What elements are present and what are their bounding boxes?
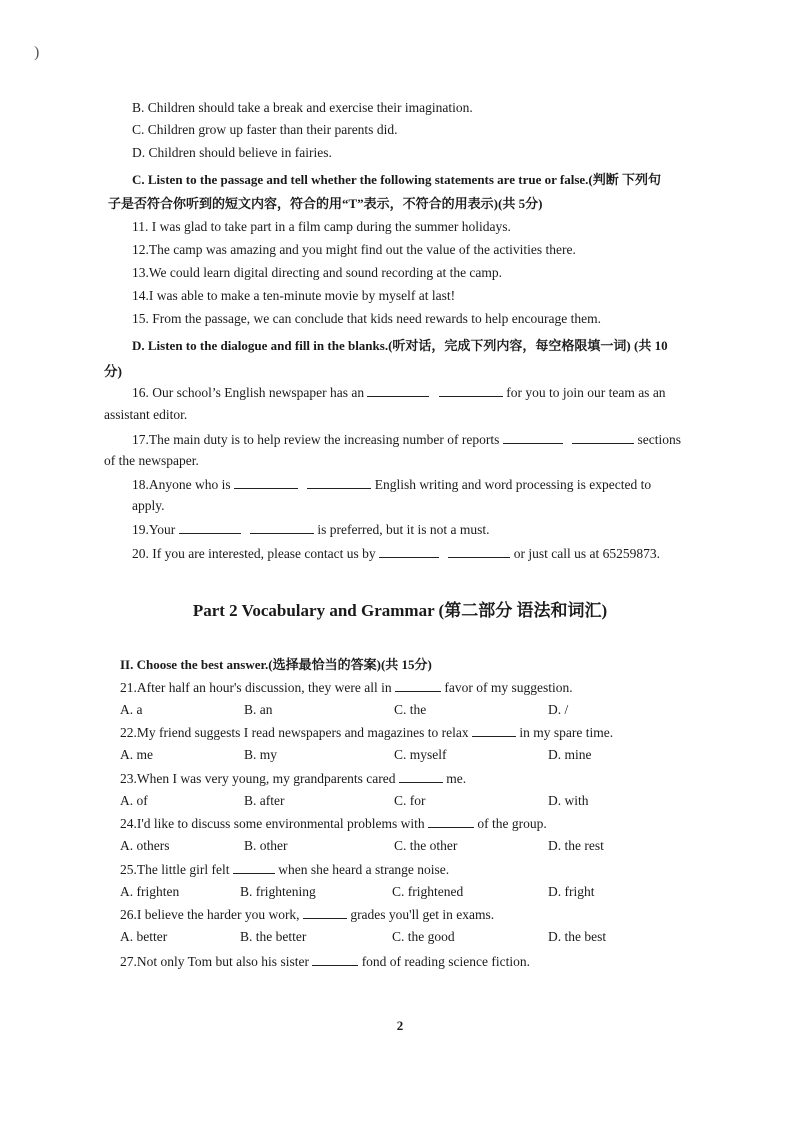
q21-option-c[interactable]: C. the	[394, 702, 427, 717]
q22-option-a[interactable]: A. me	[120, 747, 153, 762]
q25-option-c[interactable]: C. frightened	[392, 884, 464, 899]
q26-stem-b: grades you'll get in exams.	[350, 907, 495, 922]
q26-option-d[interactable]: D. the best	[548, 929, 607, 944]
q17-blank-1[interactable]	[503, 431, 563, 444]
q22-option-d[interactable]: D. mine	[548, 747, 592, 762]
page-number: 2	[396, 1018, 404, 1033]
q19-blank-1[interactable]	[179, 521, 241, 534]
q21-option-d[interactable]: D. /	[548, 702, 569, 717]
q22-blank[interactable]	[472, 724, 516, 737]
q18-cont: apply.	[132, 498, 165, 513]
q17-text-b: sections	[637, 432, 682, 447]
q25-stem-a: 25.The little girl felt	[120, 862, 230, 877]
part2-title: Part 2 Vocabulary and Grammar (第二部分 语法和词汇)	[192, 601, 608, 620]
q24-stem-a: 24.I'd like to discuss some environmental problems with	[120, 816, 425, 831]
q27-stem-a: 27.Not only Tom but also his sister	[120, 954, 309, 969]
q23-stem-a: 23.When I was very young, my grandparents cared	[120, 771, 396, 786]
q21-stem-b: favor of my suggestion.	[444, 680, 573, 695]
q25-option-b[interactable]: B. frightening	[240, 884, 316, 899]
statement-14: 14.I was able to make a ten-minute movie by myself at last!	[132, 288, 456, 303]
question-25	[120, 861, 449, 878]
q17-text-a: 17.The main duty is to help review the increasing number of reports	[132, 432, 500, 447]
q16-blank-2[interactable]	[439, 384, 503, 397]
q16-blank-1[interactable]	[367, 384, 429, 397]
q20-blank-2[interactable]	[448, 545, 510, 558]
q21-option-b[interactable]: B. an	[244, 702, 273, 717]
option-b: B. Children should take a break and exercise their imagination.	[132, 100, 473, 115]
q20-blank-1[interactable]	[379, 545, 439, 558]
question-16	[132, 384, 666, 401]
statement-12: 12.The camp was amazing and you might find out the value of the activities there.	[132, 242, 576, 257]
q25-option-d[interactable]: D. fright	[548, 884, 595, 899]
q17-cont: of the newspaper.	[104, 453, 199, 468]
q19-blank-2[interactable]	[250, 521, 314, 534]
question-20	[132, 545, 660, 562]
question-27	[120, 953, 530, 970]
section-d-heading: D. Listen to the dialogue and fill in the blanks.(听对话，完成下列内容，每空格限填一词) (共 10	[132, 338, 668, 353]
q23-blank[interactable]	[399, 770, 443, 783]
q23-option-c[interactable]: C. for	[394, 793, 426, 808]
statement-11: 11. I was glad to take part in a film camp during the summer holidays.	[132, 219, 511, 234]
statement-15: 15. From the passage, we can conclude that kids need rewards to help encourage them.	[132, 311, 601, 326]
section-c-heading-cont: 子是否符合你听到的短文内容，符合的用“T”表示，不符合的用表示)(共 5分)	[108, 196, 543, 211]
q18-text-b: English writing and word processing is expected to	[374, 477, 652, 492]
q23-option-a[interactable]: A. of	[120, 793, 148, 808]
question-18	[132, 476, 651, 493]
option-d: D. Children should believe in fairies.	[132, 145, 332, 160]
q26-option-a[interactable]: A. better	[120, 929, 168, 944]
section-d-heading-cont: 分)	[104, 364, 122, 379]
q16-cont: assistant editor.	[104, 407, 188, 422]
section-c-heading: C. Listen to the passage and tell whether the following statements are true or false.(判断 下列句	[132, 172, 661, 187]
q23-stem-b: me.	[446, 771, 467, 786]
option-c: C. Children grow up faster than their parents did.	[132, 122, 398, 137]
question-26	[120, 906, 494, 923]
q25-blank[interactable]	[233, 861, 275, 874]
q20-text-a: 20. If you are interested, please contact us by	[132, 546, 376, 561]
q26-option-b[interactable]: B. the better	[240, 929, 307, 944]
q27-stem-b: fond of reading science fiction.	[361, 954, 530, 969]
q19-text-a: 19.Your	[132, 522, 176, 537]
question-17	[132, 431, 681, 448]
q17-blank-2[interactable]	[572, 431, 634, 444]
q16-text-b: for you to join our team as an	[506, 385, 666, 400]
q19-text-b: is preferred, but it is not a must.	[317, 522, 490, 537]
q24-option-a[interactable]: A. others	[120, 838, 170, 853]
q21-blank[interactable]	[395, 679, 441, 692]
q23-option-b[interactable]: B. after	[244, 793, 285, 808]
q24-option-b[interactable]: B. other	[244, 838, 288, 853]
q21-stem-a: 21.After half an hour's discussion, they were all in	[120, 680, 392, 695]
q26-blank[interactable]	[303, 906, 347, 919]
q18-blank-2[interactable]	[307, 476, 371, 489]
q21-option-a[interactable]: A. a	[120, 702, 143, 717]
q23-option-d[interactable]: D. with	[548, 793, 589, 808]
question-23	[120, 770, 466, 787]
q26-option-c[interactable]: C. the good	[392, 929, 455, 944]
q20-text-b: or just call us at 65259873.	[513, 546, 661, 561]
question-22	[120, 724, 613, 741]
question-19	[132, 521, 490, 538]
q18-text-a: 18.Anyone who is	[132, 477, 231, 492]
q27-blank[interactable]	[312, 953, 358, 966]
margin-mark: )	[34, 44, 40, 61]
q22-stem-b: in my spare time.	[519, 725, 614, 740]
q26-stem-a: 26.I believe the harder you work,	[120, 907, 300, 922]
q22-option-c[interactable]: C. myself	[394, 747, 447, 762]
q16-text-a: 16. Our school’s English newspaper has an	[132, 385, 365, 400]
q24-blank[interactable]	[428, 815, 474, 828]
statement-13: 13.We could learn digital directing and sound recording at the camp.	[132, 265, 503, 280]
q24-option-c[interactable]: C. the other	[394, 838, 458, 853]
q18-blank-1[interactable]	[234, 476, 298, 489]
q24-option-d[interactable]: D. the rest	[548, 838, 604, 853]
question-24	[120, 815, 547, 832]
q22-option-b[interactable]: B. my	[244, 747, 278, 762]
q25-option-a[interactable]: A. frighten	[120, 884, 180, 899]
q25-stem-b: when she heard a strange noise.	[278, 862, 450, 877]
section-ii-heading: II. Choose the best answer.(选择最恰当的答案)(共 15分)	[120, 657, 432, 672]
q24-stem-b: of the group.	[477, 816, 547, 831]
q22-stem-a: 22.My friend suggests I read newspapers and magazines to relax	[120, 725, 469, 740]
question-21	[120, 679, 573, 696]
